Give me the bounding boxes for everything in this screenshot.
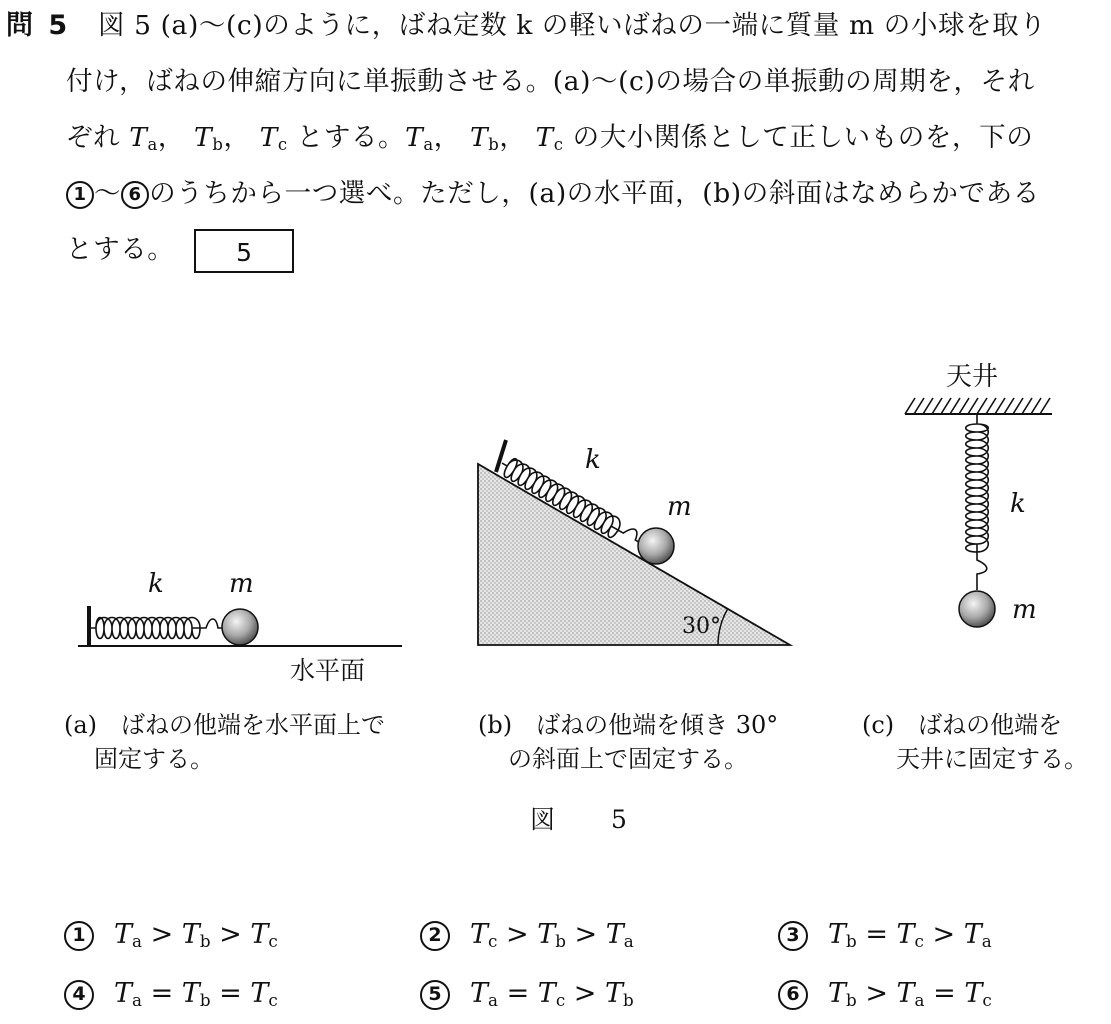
text-fragment: のうちから一つ選べ。ただし，(a)の水平面，(b)の斜面はなめらかである xyxy=(149,178,1040,209)
period-symbol: $T_b$ xyxy=(181,978,211,1011)
period-symbol: $T_c$ xyxy=(896,919,924,952)
diagram-b xyxy=(478,440,790,645)
period-symbol: $T_c$ xyxy=(535,122,564,155)
ball-c xyxy=(959,591,995,627)
period-symbol: $T_c$ xyxy=(964,978,992,1011)
option-number-badge: 2 xyxy=(420,921,450,951)
option-number-badge: 6 xyxy=(778,980,808,1010)
period-symbol: $T_b$ xyxy=(604,978,634,1011)
spring-constant-label: k xyxy=(148,569,164,599)
incline-stopper xyxy=(496,440,506,472)
relation-operator: = xyxy=(142,978,182,1009)
option-1[interactable] xyxy=(64,915,278,955)
period-symbol: $T_b$ xyxy=(181,919,211,952)
option-4[interactable] xyxy=(64,974,278,1014)
caption-b-line-1: (b) ばねの他端を傾き 30° xyxy=(478,711,779,739)
spring-constant-label: k xyxy=(1010,489,1026,519)
text-fragment: 〜 xyxy=(94,178,122,209)
text-fragment: ぞれ xyxy=(66,122,121,153)
period-symbol: $T_a$ xyxy=(605,919,634,952)
ball-a xyxy=(222,609,258,645)
text-fragment: の大小関係として正しいものを，下の xyxy=(572,122,1034,153)
period-symbol: $T_b$ xyxy=(828,919,857,952)
caption-a xyxy=(64,708,385,776)
ball-b xyxy=(638,528,674,564)
text-fragment: とする。 xyxy=(296,122,406,153)
caption-b xyxy=(478,708,778,776)
period-symbol: $T_c$ xyxy=(259,122,288,155)
period-symbol: $T_a$ xyxy=(114,919,142,952)
period-symbol: $T_c$ xyxy=(250,978,278,1011)
caption-a-line-2: 固定する。 xyxy=(94,745,214,773)
period-symbol: $T_b$ xyxy=(537,919,566,952)
relation-operator: > xyxy=(210,919,251,950)
option-number-badge: 3 xyxy=(778,921,808,951)
question-line-4 xyxy=(66,172,1040,216)
answer-box[interactable]: 5 xyxy=(194,229,294,273)
relation-operator: = xyxy=(210,978,251,1009)
period-symbol: $T_a$ xyxy=(114,978,142,1011)
period-symbol: $T_a$ xyxy=(963,919,992,952)
caption-c-line-1: (c) ばねの他端を xyxy=(862,711,1063,739)
period-symbol: $T_c$ xyxy=(537,978,566,1011)
option-5[interactable] xyxy=(420,974,634,1014)
ceiling-hatch xyxy=(905,398,1050,414)
option-number-badge: 1 xyxy=(64,921,94,951)
question-line-1: 図 5 (a)〜(c)のように，ばね定数 k の軽いばねの一端に質量 m の小球を取り xyxy=(98,10,1047,41)
option-6-ref: 6 xyxy=(121,181,149,209)
relation-operator: > xyxy=(856,978,897,1009)
period-symbol: $T_a$ xyxy=(129,122,158,155)
period-symbol: $T_c$ xyxy=(250,919,278,952)
period-symbol: $T_a$ xyxy=(405,122,434,155)
figure-title: 図 5 xyxy=(530,805,651,834)
ceiling-label: 天井 xyxy=(946,362,999,392)
option-1-ref: 1 xyxy=(66,181,94,209)
period-symbol: $T_c$ xyxy=(470,919,498,952)
horizontal-floor-label: 水平面 xyxy=(290,656,366,685)
question-number: 問 5 xyxy=(6,10,71,41)
relation-operator: = xyxy=(924,978,965,1009)
caption-b-line-2: の斜面上で固定する。 xyxy=(508,745,748,773)
question-line-3: ぞれ $T_a$， $T_b$， $T_c$ とする。$T_a$， $T_b$， $T_c$ の大小関係として正しいものを，下の xyxy=(66,122,1034,155)
caption-a-line-1: (a) ばねの他端を水平面上で xyxy=(64,711,386,739)
caption-c xyxy=(862,708,1088,776)
spring-constant-label: k xyxy=(585,445,601,475)
relation-operator: > xyxy=(565,919,606,950)
period-symbol: $T_b$ xyxy=(828,978,857,1011)
relation-operator: = xyxy=(856,919,897,950)
incline-triangle xyxy=(478,464,790,645)
relation-operator: > xyxy=(497,919,538,950)
diagram-a xyxy=(78,569,402,685)
period-symbol: $T_a$ xyxy=(470,978,498,1011)
spring-c xyxy=(966,414,989,590)
relation-operator: > xyxy=(565,978,605,1009)
mass-label: m xyxy=(667,492,692,522)
option-number-badge: 5 xyxy=(420,980,450,1010)
option-2[interactable] xyxy=(420,915,634,955)
period-symbol: $T_b$ xyxy=(469,122,500,155)
relation-operator: > xyxy=(142,919,182,950)
period-symbol: $T_b$ xyxy=(194,122,224,155)
option-6[interactable] xyxy=(778,974,992,1014)
angle-label: 30° xyxy=(682,614,721,639)
question-line-5 xyxy=(66,228,294,273)
period-symbol: $T_a$ xyxy=(896,978,925,1011)
mass-label: m xyxy=(1012,595,1037,625)
text-fragment: とする。 xyxy=(66,234,175,265)
relation-operator: > xyxy=(923,919,964,950)
caption-c-line-2: 天井に固定する。 xyxy=(896,745,1088,773)
diagram-c xyxy=(905,362,1052,627)
option-number-badge: 4 xyxy=(64,980,94,1010)
option-3[interactable] xyxy=(778,915,992,955)
relation-operator: = xyxy=(498,978,538,1009)
mass-label: m xyxy=(229,569,254,599)
spring-a xyxy=(90,618,222,639)
question-line-2: 付け，ばねの伸縮方向に単振動させる。(a)〜(c)の場合の単振動の周期を，それ xyxy=(66,66,1035,97)
